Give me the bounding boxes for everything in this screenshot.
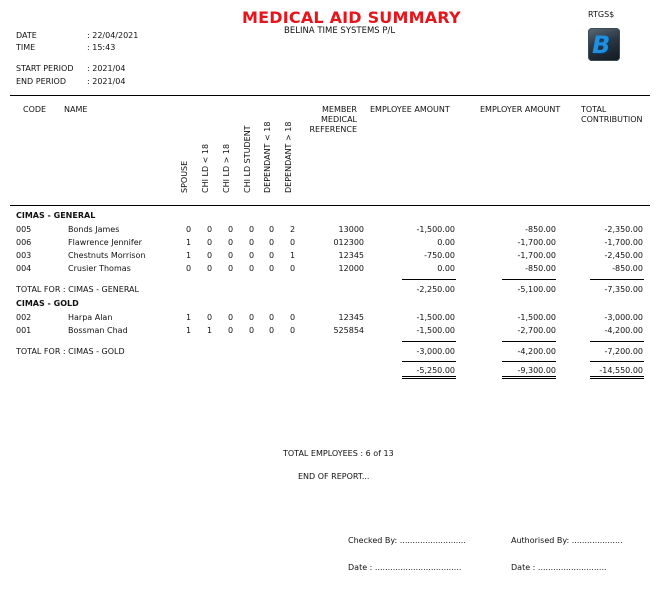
row-code: 004 <box>16 264 32 273</box>
grand-total-double-underline <box>502 376 556 379</box>
row-total: -3,000.00 <box>604 313 643 322</box>
date-label: DATE <box>16 31 37 40</box>
row-reference: 12345 <box>338 313 364 322</box>
row-reference: 525854 <box>333 326 364 335</box>
row-spouse: 0 <box>186 225 192 234</box>
date-signoff-left: Date : .................................. <box>348 563 462 572</box>
report-title: MEDICAL AID SUMMARY <box>242 8 461 27</box>
grand-total-double-underline <box>402 376 456 379</box>
row-child-student: 0 <box>249 251 255 260</box>
group-total-contribution: -7,200.00 <box>604 347 643 356</box>
subtotal-underline <box>590 279 644 280</box>
row-dependant-gt18: 0 <box>290 326 296 335</box>
row-child-gt18: 0 <box>228 326 234 335</box>
row-spouse: 1 <box>186 326 192 335</box>
row-employee-amount: -750.00 <box>424 251 455 260</box>
row-child-gt18: 0 <box>228 238 234 247</box>
subtotal-underline <box>402 341 456 342</box>
header-top-rule <box>10 95 650 96</box>
row-code: 003 <box>16 251 32 260</box>
date-value: : 22/04/2021 <box>87 31 139 40</box>
grand-total-underline <box>402 361 456 362</box>
group-title: CIMAS - GENERAL <box>16 211 96 220</box>
row-reference: 012300 <box>333 238 364 247</box>
col-name: NAME <box>64 105 88 114</box>
row-dependant-gt18: 0 <box>290 238 296 247</box>
row-name: Chestnuts Morrison <box>68 251 146 260</box>
group-total-employer: -4,200.00 <box>517 347 556 356</box>
col-ref-line1: MEMBER <box>322 105 357 114</box>
col-employee-amount: EMPLOYEE AMOUNT <box>370 105 450 114</box>
col-dependant-gt18: DEPENDANT > 18 <box>284 121 293 193</box>
row-employee-amount: -1,500.00 <box>416 313 455 322</box>
row-employer-amount: -1,500.00 <box>517 313 556 322</box>
row-dependant-lt18: 0 <box>269 313 275 322</box>
row-employee-amount: -1,500.00 <box>416 225 455 234</box>
time-label: TIME <box>16 43 36 52</box>
row-dependant-lt18: 0 <box>269 251 275 260</box>
row-name: Bossman Chad <box>68 326 128 335</box>
authorised-by: Authorised By: .................... <box>511 536 623 545</box>
subtotal-underline <box>502 341 556 342</box>
row-employee-amount: -1,500.00 <box>416 326 455 335</box>
row-child-lt18: 0 <box>207 313 213 322</box>
row-dependant-gt18: 0 <box>290 264 296 273</box>
group-total-employee: -2,250.00 <box>416 285 455 294</box>
col-spouse: SPOUSE <box>180 160 189 193</box>
row-child-lt18: 0 <box>207 264 213 273</box>
total-employees: TOTAL EMPLOYEES : 6 of 13 <box>283 449 394 458</box>
col-total-line1: TOTAL <box>581 105 607 114</box>
grand-total-underline <box>590 361 644 362</box>
end-period-value: : 2021/04 <box>87 77 126 86</box>
subtotal-underline <box>402 279 456 280</box>
row-child-student: 0 <box>249 264 255 273</box>
row-name: Harpa Alan <box>68 313 113 322</box>
row-code: 002 <box>16 313 32 322</box>
row-child-gt18: 0 <box>228 313 234 322</box>
row-name: Flawrence Jennifer <box>68 238 142 247</box>
row-spouse: 1 <box>186 238 192 247</box>
group-total-contribution: -7,350.00 <box>604 285 643 294</box>
row-employee-amount: 0.00 <box>437 264 455 273</box>
col-code: CODE <box>23 105 47 114</box>
group-total-employee: -3,000.00 <box>416 347 455 356</box>
start-period-value: : 2021/04 <box>87 64 126 73</box>
row-reference: 13000 <box>338 225 364 234</box>
row-name: Crusier Thomas <box>68 264 131 273</box>
group-title: CIMAS - GOLD <box>16 299 79 308</box>
grand-total-underline <box>502 361 556 362</box>
row-dependant-lt18: 0 <box>269 225 275 234</box>
row-total: -2,450.00 <box>604 251 643 260</box>
row-child-gt18: 0 <box>228 225 234 234</box>
row-child-gt18: 0 <box>228 264 234 273</box>
row-child-student: 0 <box>249 238 255 247</box>
row-spouse: 1 <box>186 313 192 322</box>
row-spouse: 1 <box>186 251 192 260</box>
row-code: 005 <box>16 225 32 234</box>
row-dependant-gt18: 1 <box>290 251 296 260</box>
col-ref-line2: MEDICAL <box>321 115 357 124</box>
row-reference: 12000 <box>338 264 364 273</box>
row-total: -2,350.00 <box>604 225 643 234</box>
date-signoff-right: Date : ........................... <box>511 563 607 572</box>
group-total-label: TOTAL FOR : CIMAS - GOLD <box>16 347 125 356</box>
row-child-student: 0 <box>249 225 255 234</box>
col-child-student: CHI LD STUDENT <box>243 125 252 193</box>
row-employee-amount: 0.00 <box>437 238 455 247</box>
start-period-label: START PERIOD <box>16 64 74 73</box>
col-dependant-lt18: DEPENDANT < 18 <box>263 121 272 193</box>
row-child-lt18: 0 <box>207 225 213 234</box>
grand-total-employer: -9,300.00 <box>517 366 556 375</box>
row-dependant-gt18: 0 <box>290 313 296 322</box>
belina-logo-icon: B <box>588 28 620 61</box>
header-bottom-rule <box>10 205 650 206</box>
row-spouse: 0 <box>186 264 192 273</box>
grand-total-double-underline <box>590 376 644 379</box>
col-child-lt18: CHI LD < 18 <box>201 143 210 193</box>
col-employer-amount: EMPLOYER AMOUNT <box>480 105 561 114</box>
row-total: -4,200.00 <box>604 326 643 335</box>
company-name: BELINA TIME SYSTEMS P/L <box>284 26 396 36</box>
row-dependant-gt18: 2 <box>290 225 296 234</box>
row-dependant-lt18: 0 <box>269 326 275 335</box>
row-employer-amount: -850.00 <box>525 225 556 234</box>
row-child-lt18: 1 <box>207 326 213 335</box>
grand-total-contribution: -14,550.00 <box>599 366 643 375</box>
group-total-employer: -5,100.00 <box>517 285 556 294</box>
subtotal-underline <box>502 279 556 280</box>
currency-label: RTGS$ <box>588 10 615 19</box>
row-child-lt18: 0 <box>207 251 213 260</box>
row-child-lt18: 0 <box>207 238 213 247</box>
row-child-student: 0 <box>249 326 255 335</box>
group-total-label: TOTAL FOR : CIMAS - GENERAL <box>16 285 139 294</box>
row-employer-amount: -1,700.00 <box>517 238 556 247</box>
row-employer-amount: -2,700.00 <box>517 326 556 335</box>
row-code: 006 <box>16 238 32 247</box>
row-employer-amount: -1,700.00 <box>517 251 556 260</box>
row-child-gt18: 0 <box>228 251 234 260</box>
row-child-student: 0 <box>249 313 255 322</box>
col-total-line2: CONTRIBUTION <box>581 115 643 124</box>
row-code: 001 <box>16 326 32 335</box>
row-total: -1,700.00 <box>604 238 643 247</box>
row-employer-amount: -850.00 <box>525 264 556 273</box>
col-ref-line3: REFERENCE <box>309 125 357 134</box>
row-reference: 12345 <box>338 251 364 260</box>
row-dependant-lt18: 0 <box>269 264 275 273</box>
row-name: Bonds James <box>68 225 120 234</box>
col-child-gt18: CHI LD > 18 <box>222 143 231 193</box>
end-period-label: END PERIOD <box>16 77 66 86</box>
row-total: -850.00 <box>612 264 643 273</box>
checked-by: Checked By: .......................... <box>348 536 466 545</box>
row-dependant-lt18: 0 <box>269 238 275 247</box>
subtotal-underline <box>590 341 644 342</box>
end-of-report: END OF REPORT... <box>298 472 370 481</box>
time-value: : 15:43 <box>87 43 116 52</box>
grand-total-employee: -5,250.00 <box>416 366 455 375</box>
